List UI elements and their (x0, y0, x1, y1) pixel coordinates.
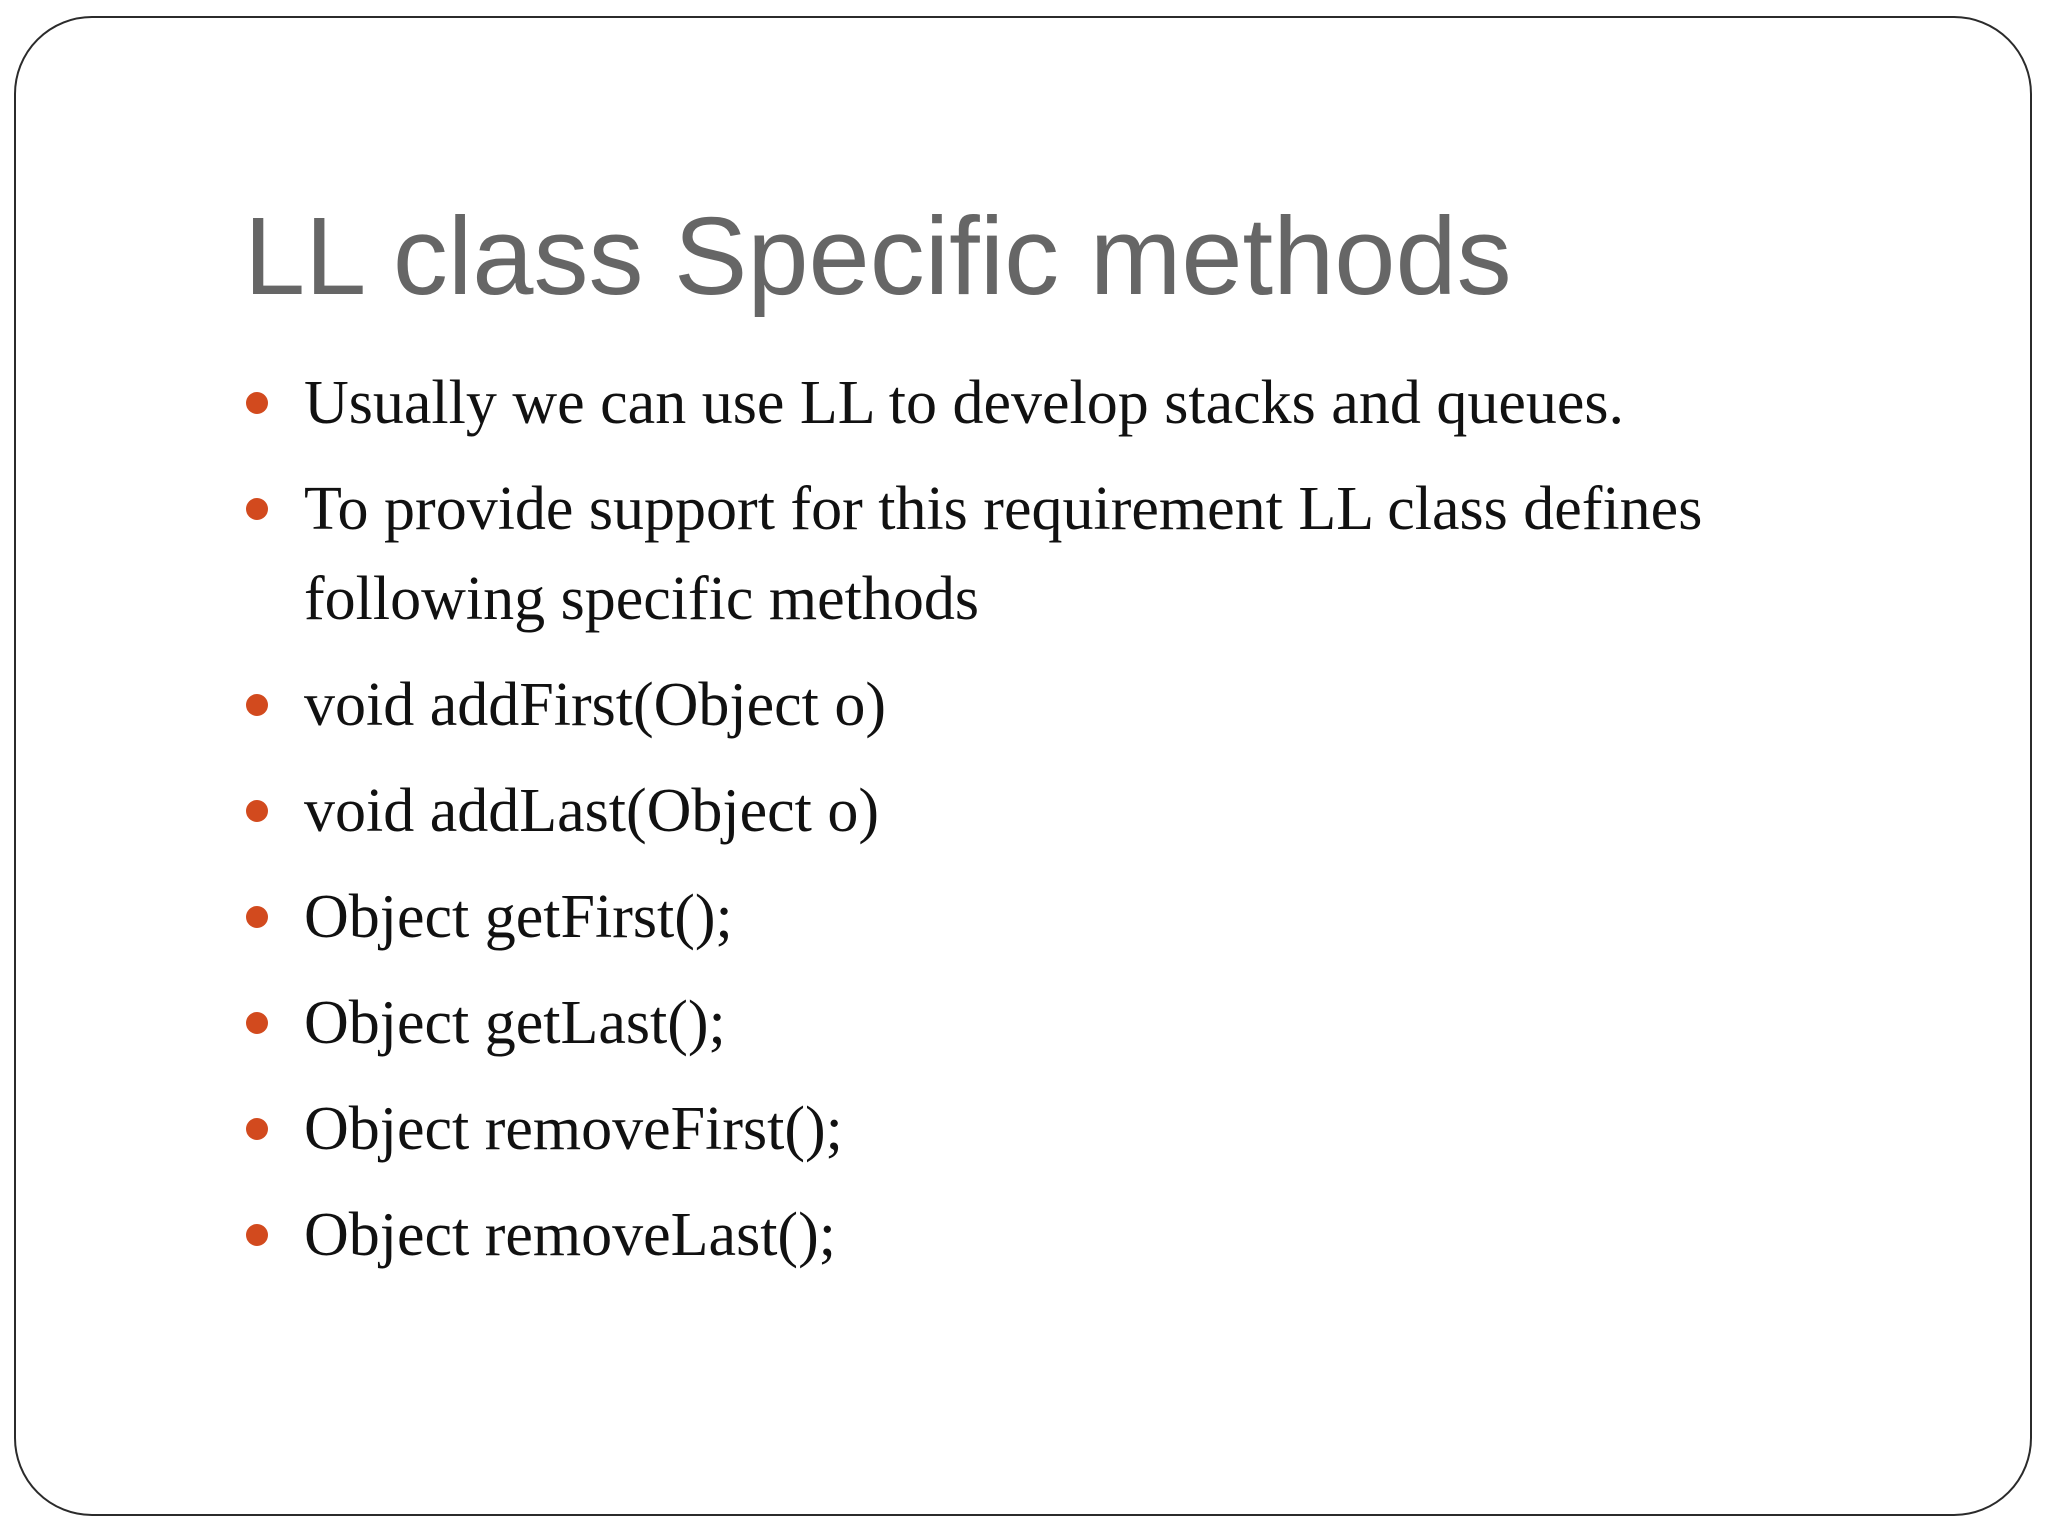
slide-title: LL class Specific methods (244, 195, 1512, 318)
bullet-item (244, 978, 1894, 1068)
bullet-item (244, 872, 1894, 962)
bullet-dot-icon (246, 392, 268, 414)
bullet-item (244, 464, 1894, 644)
bullet-dot-icon (246, 800, 268, 822)
bullet-list (244, 358, 1894, 1296)
bullet-text: Object getFirst(); (304, 883, 733, 951)
slide-frame (14, 16, 2032, 1516)
bullet-item (244, 358, 1894, 448)
bullet-text: Usually we can use LL to develop stacks and queues. (304, 369, 1624, 437)
bullet-dot-icon (246, 906, 268, 928)
bullet-text: To provide support for this requirement LL class defines following specific methods (304, 475, 1703, 633)
bullet-text: void addFirst(Object o) (304, 671, 887, 739)
bullet-item (244, 1084, 1894, 1174)
bullet-text: Object removeLast(); (304, 1201, 836, 1269)
bullet-text: Object removeFirst(); (304, 1095, 843, 1163)
bullet-dot-icon (246, 694, 268, 716)
bullet-dot-icon (246, 1012, 268, 1034)
bullet-dot-icon (246, 498, 268, 520)
bullet-dot-icon (246, 1224, 268, 1246)
bullet-item (244, 660, 1894, 750)
bullet-item (244, 1190, 1894, 1280)
bullet-dot-icon (246, 1118, 268, 1140)
bullet-text: void addLast(Object o) (304, 777, 880, 845)
bullet-text: Object getLast(); (304, 989, 726, 1057)
bullet-item (244, 766, 1894, 856)
